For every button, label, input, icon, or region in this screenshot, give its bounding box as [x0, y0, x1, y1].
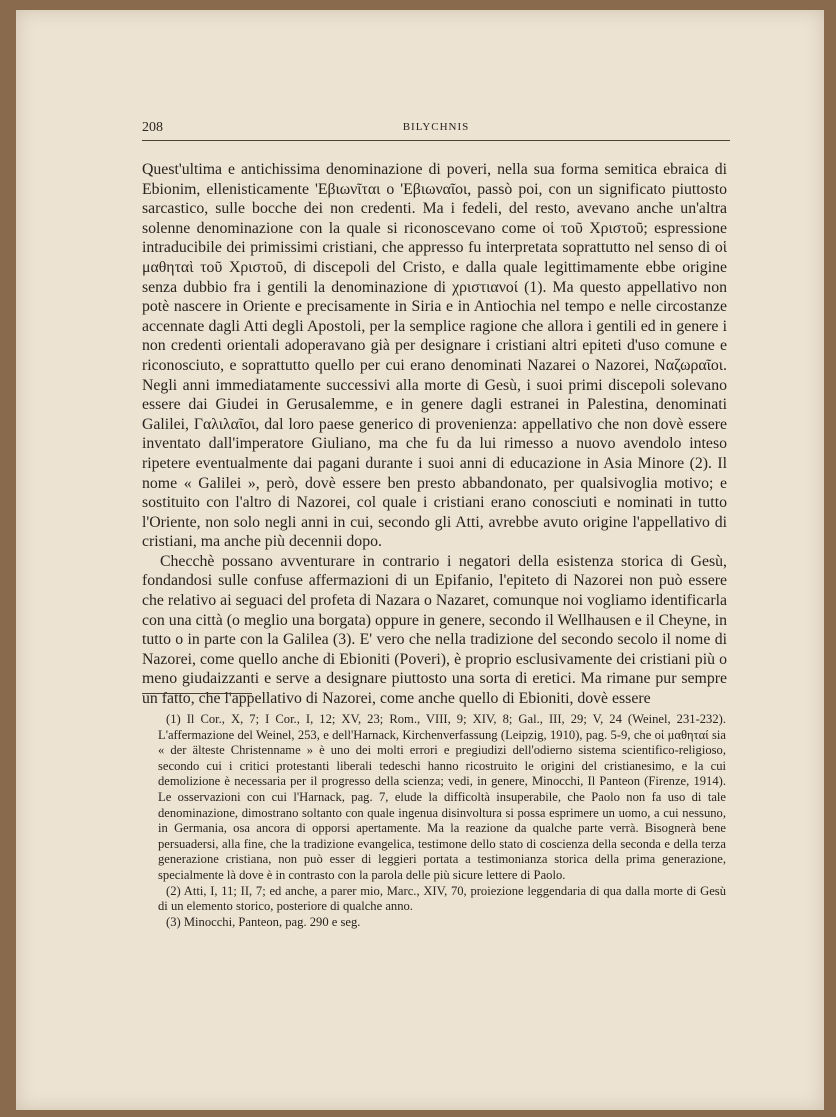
- running-title: BILYCHNIS: [402, 121, 470, 133]
- paragraph: Quest'ultima e antichissima denominazione di poveri, nella sua forma semitica ebraica di Ebionim, ellenisticamente 'Εβιωνῖται o 'Εβιωναῖοι, passò poi, con un significato piuttosto sarcastico, sulle bocche dei non credenti. Ma i fedeli, del resto, avevano anche un'altra solenne denominazione con la quale si riconoscevano come οἱ τοῦ Χριστοῦ; espressione intraducibile dei primissimi cristiani, che appresso fu interpretata soprattutto nel senso di οἱ μαθηταὶ τοῦ Χριστοῦ, di discepoli del Cristo, e dalla quale legittimamente ebbe origine senza dubbio fra i gentili la denominazione di χριστιανοί (1). Ma questo appellativo non potè nascere in Oriente e precisamente in Siria e in Antiochia nel tempo e nelle circostanze accennate dagli Atti degli Apostoli, per la semplice ragione che allora i gentili ed in genere i non credenti orientali adoperavano già per designare i cristiani altri epiteti d'uso comune e riconosciuto, e soprattutto quello per cui erano denominati Nazarei o Nazorei, Ναζωραῖοι. Negli anni immediatamente successivi alla morte di Gesù, i suoi primi discepoli solevano essere dai Giudei in Gerusalemme, e in genere dagli estranei in Palestina, denominati Galilei, Γαλιλαῖοι, dal loro paese generico di provenienza: appellativo che non dovè essere inventato dall'imperatore Giuliano, ma che fu da lui rimesso a nuovo avendolo inteso ripetere eventualmente dai pagani durante i suoi anni di educazione in Asia Minore (2). Il nome « Galilei », però, dovè essere ben presto abbandonato, per qualsivoglia motivo; e sostituito con l'altro di Nazorei, col quale i cristiani erano conosciuti e nominati in tutto l'Oriente, non solo negli anni in cui, secondo gli Atti, avrebbe avuto origine l'appellativo di cristiani, ma anche più decennii dopo.: [142, 161, 727, 551]
- footnote: (3) Minocchi, Panteon, pag. 290 e seg.: [166, 914, 361, 929]
- footnote: (2) Atti, I, 11; II, 7; ed anche, a parer mio, Marc., XIV, 70, proiezione leggendaria di qua dalla morte di Gesù di un elemento storico, posteriore di qualche anno.: [158, 883, 726, 914]
- page-number: 208: [142, 120, 163, 135]
- paragraph: Checchè possano avventurare in contrario i negatori della esistenza storica di Gesù, fondandosi sulle confuse affermazioni di un Epifanio, l'epiteto di Nazorei non può essere che relativo ai seguaci del profeta di Nazara o Nazaret, comunque noi vogliamo identificarla con una città (o meglio una borgata) oppure in genere, secondo il Wellhausen e il Cheyne, in tutto o in parte con la Galilea (3). E' vero che nella tradizione del secondo secolo il nome di Nazorei, come quello anche di Ebioniti (Poveri), è proprio esclusivamente dei cristiani più o meno giudaizzanti e serve a designare piuttosto una sorta di eretici. Ma rimane pur sempre un fatto, che l'appellativo di Nazorei, come anche quello di Ebioniti, dovè essere: [142, 552, 727, 708]
- footnotes: [158, 712, 726, 930]
- footnote-divider: [142, 693, 252, 694]
- main-text: [142, 160, 727, 709]
- page-header: [142, 118, 730, 141]
- footnote: (1) Il Cor., X, 7; I Cor., I, 12; XV, 23; Rom., VIII, 9; XIV, 8; Gal., III, 29; V, 24 (Weinel, 231-232). L'affermazione del Weinel, 253, e dell'Harnack, Kirchenverfassung (Leipzig, 1910), pag. 5-9, che οἱ μαθηταί sia « der älteste Christenname » è uno dei molti errori e pregiudizi dell'odierno sistema scientifico-religioso, secondo cui i critici protestanti liberali tedeschi hanno ricostruito le origini del cristianesimo, e la cui demolizione è necessaria per il progresso della scienza; vedi, in genere, Minocchi, Il Panteon (Firenze, 1914). Le osservazioni con cui l'Harnack, pag. 7, elude la difficoltà insuperabile, che Paolo non fa uso di tale denominazione, dimostrano soltanto con quale ingenua disinvoltura si possa esprimere un uomo, a cui nessuno, in Germania, osa ancora di opporsi apertamente. Ma la reazione da qualche parte verrà. Bisognerà bene persuadersi, alla fine, che la tradizione evangelica, testimone dello stato di coscienza della seconda e della terza generazione cristiana, non può esser di leggieri portata a testimonianza storica della prima generazione, specialmente là dove è in contrasto con la parola delle più sicure lettere di Paolo.: [158, 712, 726, 882]
